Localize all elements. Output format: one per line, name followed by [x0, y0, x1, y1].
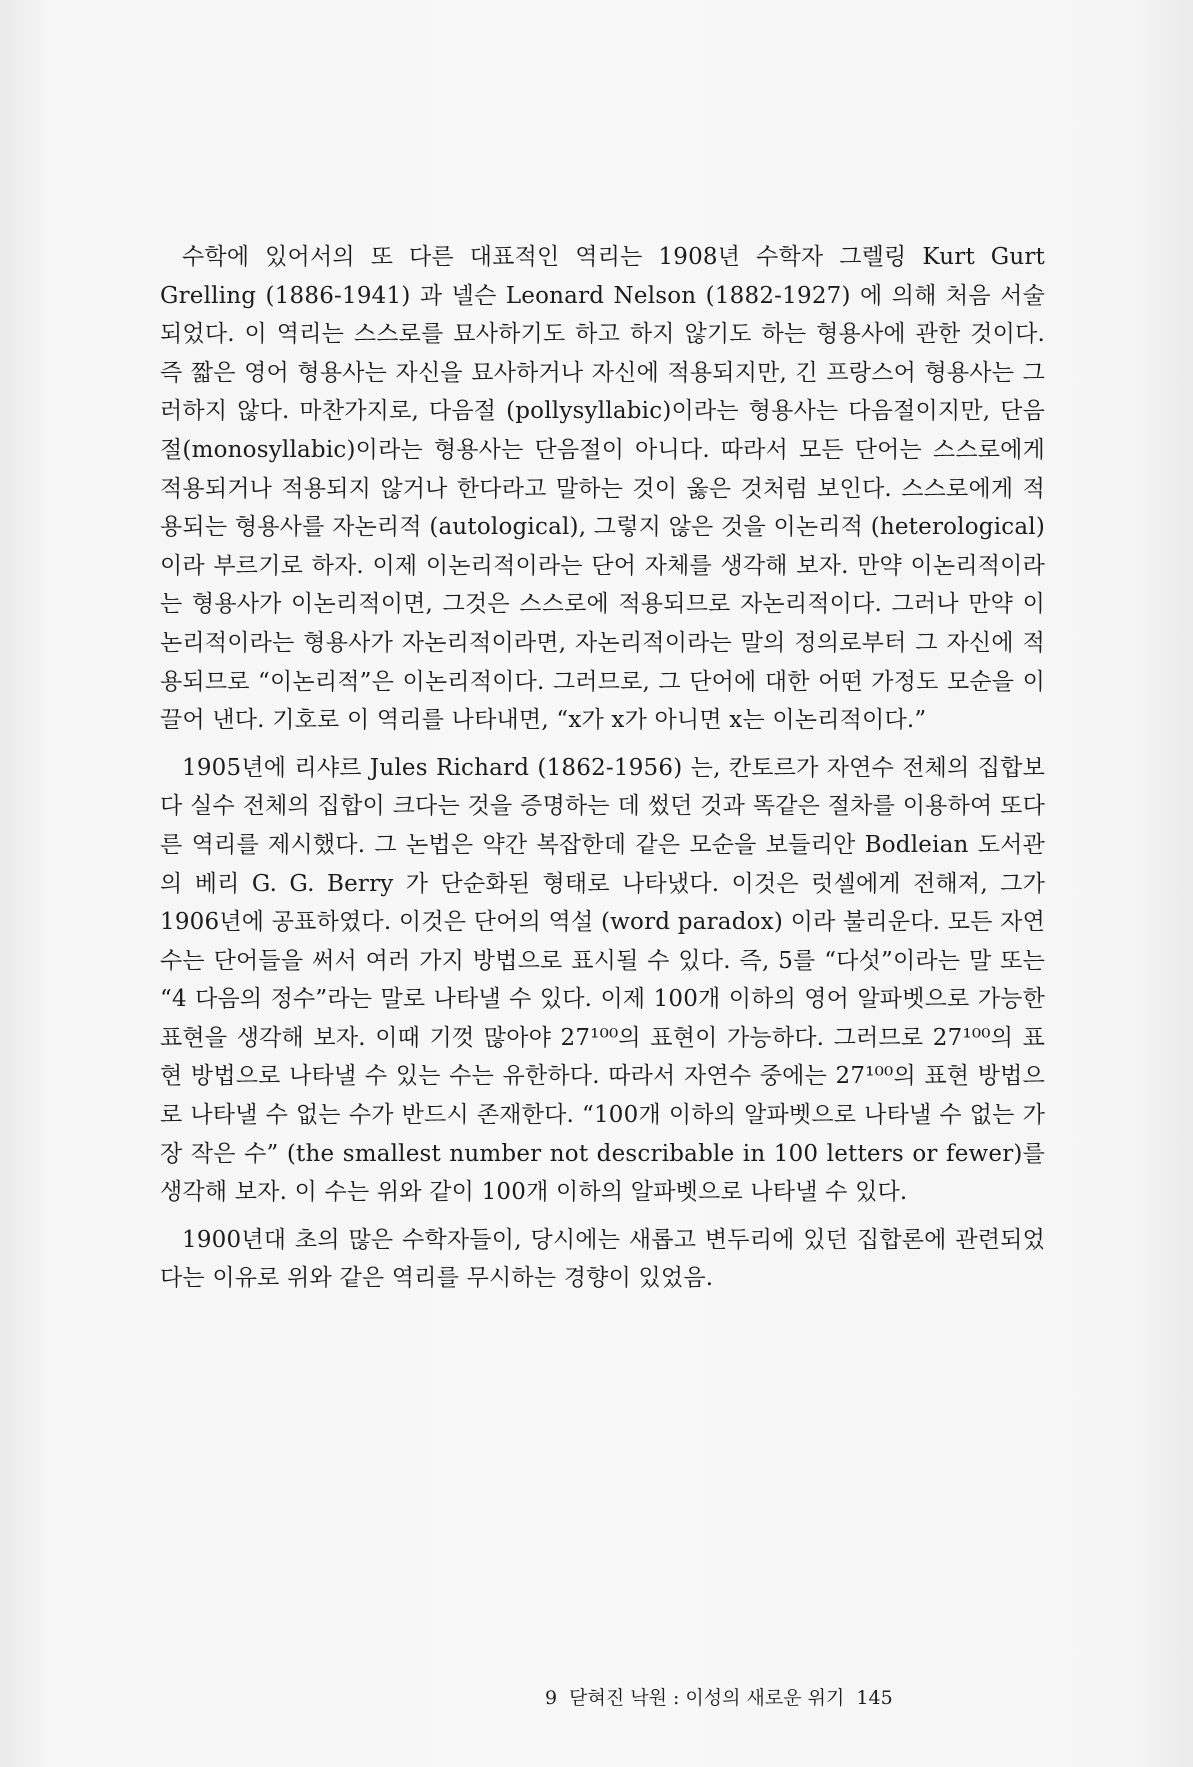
- running-footer: [545, 1683, 1045, 1710]
- paragraph-grelling-paradox: [160, 238, 1045, 740]
- paragraph-richard-paradox: [160, 749, 1045, 1212]
- chapter-title: 닫혀진 낙원 : 이성의 새로운 위기: [569, 1687, 845, 1709]
- body-text: [160, 238, 1045, 1307]
- page-number: 145: [856, 1687, 893, 1709]
- paragraph-set-theory: [160, 1221, 1045, 1298]
- paragraph-text: 1900년대 초의 많은 수학자들이, 당시에는 새롭고 변두리에 있던 집합론에 관련되었다는 이유로 위와 같은 역리를 무시하는 경향이 있었음.: [160, 1226, 1045, 1292]
- paragraph-text: 1905년에 리샤르 Jules Richard (1862-1956) 는, 칸토르가 자연수 전체의 집합보다 실수 전체의 집합이 크다는 것을 증명하는 데 썼던 것과 똑같은 절차를 이용하여 또다른 역리를 제시했다. 그 논법은 약간 복잡한데 같은 모순을 보들리안 Bodleian 도서관의 베리 G. G. Berry 가 단순화된 형태로 나타냈다. 이것은 럿셀에게 전해져, 그가 1906년에 공표하였다. 이것은 단어의 역설 (word paradox) 이라 불리운다. 모든 자연수는 단어들을 써서 여러 가지 방법으로 표시될 수 있다. 즉, 5를 “다섯”이라는 말 또는 “4 다음의 정수”라는 말로 나타낼 수 있다. 이제 100개 이하의 영어 알파벳으로 가능한 표현을 생각해 보자. 이때 기껏 많아야 27¹⁰⁰의 표현이 가능하다. 그러므로 27¹⁰⁰의 표현 방법으로 나타낼 수 있는 수는 유한하다. 따라서 자연수 중에는 27¹⁰⁰의 표현 방법으로 나타낼 수 없는 수가 반드시 존재한다. “100개 이하의 알파벳으로 나타낼 수 없는 가장 작은 수” (the smallest number not describable in 100 letters or fewer)를 생각해 보자. 이 수는 위와 같이 100개 이하의 알파벳으로 나타낼 수 있다.: [160, 754, 1045, 1206]
- paragraph-text: 수학에 있어서의 또 다른 대표적인 역리는 1908년 수학자 그렐링 Kurt Gurt Grelling (1886-1941) 과 넬슨 Leonard Nelson (1882-1927) 에 의해 처음 서술되었다. 이 역리는 스스로를 묘사하기도 하고 하지 않기도 하는 형용사에 관한 것이다. 즉 짧은 영어 형용사는 자신을 묘사하거나 자신에 적용되지만, 긴 프랑스어 형용사는 그러하지 않다. 마찬가지로, 다음절 (pollysyllabic)이라는 형용사는 다음절이지만, 단음절(monosyllabic)이라는 형용사는 단음절이 아니다. 따라서 모든 단어는 스스로에게 적용되거나 적용되지 않거나 한다라고 말하는 것이 옳은 것처럼 보인다. 스스로에게 적용되는 형용사를 자논리적 (autological), 그렇지 않은 것을 이논리적 (heterological) 이라 부르기로 하자. 이제 이논리적이라는 단어 자체를 생각해 보자. 만약 이논리적이라는 형용사가 이논리적이면, 그것은 스스로에 적용되므로 자논리적이다. 그러나 만약 이논리적이라는 형용사가 자논리적이라면, 자논리적이라는 말의 정의로부터 그 자신에 적용되므로 “이논리적”은 이논리적이다. 그러므로, 그 단어에 대한 어떤 가정도 모순을 이끌어 낸다. 기호로 이 역리를 나타내면, “x가 x가 아니면 x는 이논리적이다.”: [160, 244, 1045, 734]
- chapter-number: 9: [545, 1687, 558, 1709]
